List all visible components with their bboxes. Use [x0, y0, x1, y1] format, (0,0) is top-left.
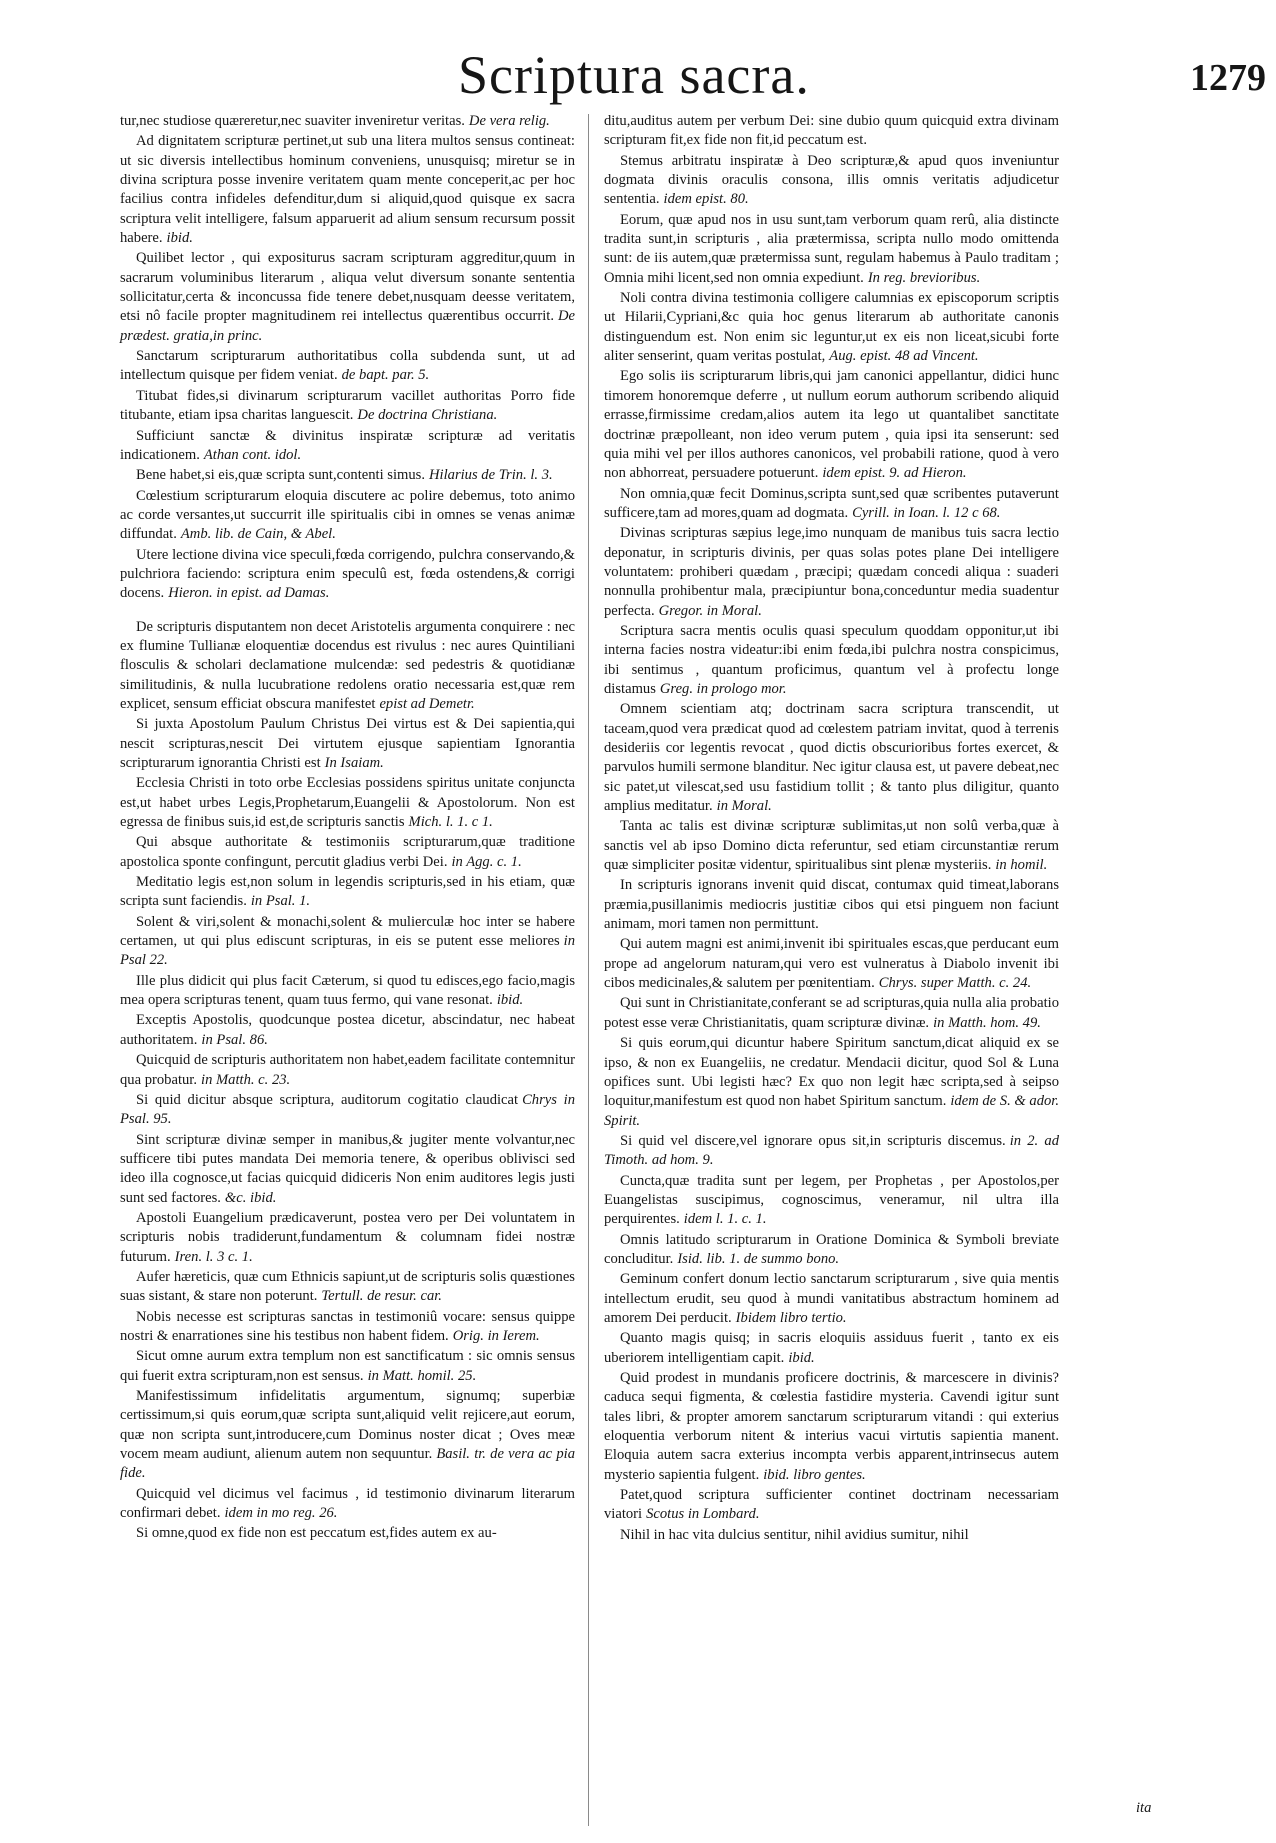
- quotation-text: Si quid vel discere,vel ignorare opus sit,in scripturis discemus.: [620, 1132, 1006, 1149]
- quotation-text: Omnis latitudo scripturarum in Oratione Dominica & Symboli breviate concluditur.: [604, 1231, 1059, 1267]
- source-citation: in Agg. c. 1.: [451, 853, 522, 870]
- quotation-text: Si omne,quod ex fide non est peccatum est,fides autem ex au-: [136, 1525, 497, 1542]
- column-divider: [588, 114, 589, 1826]
- quotation-text: De scripturis disputantem non decet Aristotelis argumenta conquirere : nec ex flumine Tullianæ eloquentiæ docendus est rivulus : nec aures Quintiliani flosculis & scholari declamatione mulcendæ: sed pedestris & quotidianæ similitudinis, & nulla lucubratione redolens oratio necessaria est,quæ rem explicet, sensum efficiat obscura manifestet: [120, 618, 575, 712]
- source-citation: Ibidem libro tertio.: [735, 1309, 847, 1326]
- quotation-paragraph: [120, 112, 575, 131]
- quotation-text: Tanta ac talis est divinæ scripturæ sublimitas,ut non solû verba,quæ à sanctis vel ab ipso Domino dicta referuntur, sed etiam circunstantiæ rerum quæ simpliciter positæ videntur, spiritualibus sint plenæ mysteriis.: [604, 818, 1059, 874]
- quotation-paragraph: [120, 487, 575, 545]
- quotation-text: Qui sunt in Christianitate,conferant se ad scripturas,quia nulla alia probatio potest esse veræ Christianitatis, quam scripturæ divinæ.: [604, 995, 1059, 1031]
- quotation-text: Nobis necesse est scripturas sanctas in testimoniû vocare: sensus quippe nostri & enarrationes sine his testibus non habent fidem.: [120, 1308, 575, 1344]
- quotation-paragraph: [120, 715, 575, 773]
- quotation-text: Si quis eorum,qui dicuntur habere Spiritum sanctum,dicat aliquid ex se ipso, & non ex Euangeliis, ne credatur. Mendacii dicitur, quod Sol & Luna opifices sunt. Ubi legisti hæc? Ex quo non legit hæc scripta,sed à seipso loquitur,manifestum est quod non habet Spiritum sanctum.: [604, 1035, 1059, 1110]
- quotation-text: In scripturis ignorans invenit quid discat, contumax quid timeat,laborans præmia,pusillanimis mediocris justitiæ cibos qui etsi pinguem non faciunt animam, mori tamen non permittunt.: [604, 877, 1059, 933]
- page-number: 1279: [1190, 57, 1266, 99]
- quotation-paragraph: [120, 1347, 575, 1386]
- source-citation: Greg. in prologo mor.: [659, 680, 787, 697]
- quotation-paragraph: [120, 249, 575, 346]
- quotation-paragraph: [120, 546, 575, 604]
- quotation-text: Qui absque authoritate & testimoniis scripturarum,quæ traditione apostolica sponte confingunt, percutit gladius verbi Dei.: [120, 834, 575, 870]
- quotation-paragraph: [604, 1231, 1059, 1270]
- right-column: [604, 112, 1059, 1546]
- quotation-paragraph: [604, 1329, 1059, 1368]
- source-citation: Cyrill. in Ioan. l. 12 c 68.: [852, 504, 1001, 521]
- quotation-paragraph: [604, 876, 1059, 934]
- quotation-text: Non omnia,quæ fecit Dominus,scripta sunt,sed quæ scribentes putaverunt sufficere,tam ad mores,quam ad dogmata.: [604, 485, 1059, 521]
- source-citation: Scotus in Lombard.: [646, 1506, 760, 1523]
- left-column: [120, 112, 575, 1545]
- source-citation: Amb. lib. de Cain, & Abel.: [180, 526, 336, 543]
- quotation-paragraph: [604, 289, 1059, 366]
- quotation-text: Sicut omne aurum extra templum non est sanctificatum : sic omnis sensus qui fuerit extra scripturam,non est sensus.: [120, 1348, 575, 1384]
- quotation-text: Ad dignitatem scripturæ pertinet,ut sub una litera multos sensus contineat: ut sic diversis intellectibus hominum conveniens, unusquisq; miretur se in divina scriptura posse invenire veritatem quam mente conceperit,ac per hoc facilius contra infideles defenditur,dum si aliquid,quod quisque ex sacra scriptura velit intelligere, falsum apparuerit ad alium sensum recursum possit habere.: [120, 133, 575, 247]
- quotation-text: Sint scripturæ divinæ semper in manibus,& jugiter mente volvantur,nec sufficere tibi putes mandata Dei memoria tenere, & operibus oblivisci sed ideo illa cognosce,ut facias quicquid didiceris Non enim auditores legis justi sunt sed factores.: [120, 1131, 575, 1206]
- quotation-paragraph: [604, 817, 1059, 875]
- source-citation: Chrys. super Matth. c. 24.: [878, 975, 1032, 992]
- quotation-paragraph: [120, 1209, 575, 1267]
- quotation-paragraph: [120, 1485, 575, 1524]
- quotation-paragraph: [604, 211, 1059, 288]
- quotation-paragraph: [120, 427, 575, 466]
- quotation-paragraph: [120, 347, 575, 386]
- quotation-text: Quilibet lector , qui expositurus sacram scripturam aggreditur,quum in sacrarum voluminibus literarum , aliqua velut diversum sonante sententia sollicitatur,certa & inconcussa fide tenere debet,nusquam deesse veritatem, etsi nô facile propter magnitudinem rei intellectus quærentibus occurrit.: [120, 250, 575, 325]
- quotation-text: Cœlestium scripturarum eloquia discutere ac polire debemus, toto animo ac corde versantes,ut succurrit ille spiritualis cibi in omnes se venas animæ diffundat.: [120, 487, 575, 543]
- quotation-text: Qui autem magni est animi,invenit ibi spirituales escas,que perducant eum prope ad angelorum naturam,qui vero est vulneratus à Diabolo invenit ibi cibos medicinales,& salutem per pœnitentiam.: [604, 936, 1059, 992]
- source-citation: ibid.: [166, 230, 193, 247]
- quotation-paragraph: [604, 367, 1059, 483]
- quotation-text: Meditatio legis est,non solum in legendis scripturis,sed in his etiam, quæ scripta sunt faciendis.: [120, 874, 575, 910]
- source-citation: in Matth. hom. 49.: [933, 1014, 1041, 1031]
- quotation-text: Geminum confert donum lectio sanctarum scripturarum , sive quia mentis intellectum erudit, seu quod à mundi vanitatibus abstractum hominem ad amorem Dei perducit.: [604, 1271, 1059, 1326]
- quotation-paragraph: [120, 833, 575, 872]
- quotation-text: Scriptura sacra mentis oculis quasi speculum quoddam opponitur,ut ibi interna facies nostra videatur:ibi enim fœda,ibi pulchra nostra conspicimus, ibi sentimus , quantum proficimus, quantum vel à profectu longe distamus: [604, 622, 1059, 697]
- source-citation: idem de S. & ador. Spirit.: [604, 1093, 1060, 1129]
- source-citation: in Matth. c. 23.: [201, 1071, 291, 1088]
- source-citation: Aug. epist. 48 ad Vincent.: [829, 348, 979, 365]
- quotation-paragraph: [604, 1369, 1059, 1485]
- source-citation: Tertull. de resur. car.: [321, 1288, 442, 1305]
- quotation-paragraph: [604, 152, 1059, 210]
- quotation-paragraph: [604, 935, 1059, 993]
- quotation-text: Omnem scientiam atq; doctrinam sacra scriptura transcendit, ut taceam,quod vera prædicat quod ad cœlestem patriam invitat, quod à terrenis desideriis cor legentis revocat , quod dictis obscurioribus fortes exercet, & parvulos humili sermone blanditur. Nec igitur clausa est, ut pavere debeat,nec sic patet,ut vilescat,sed usu fastidium tollit ; & tanto plus diligitur, quanto amplius meditatur.: [604, 701, 1059, 815]
- quotation-paragraph: [120, 466, 575, 485]
- quotation-text: Patet,quod scriptura sufficienter continet doctrinam necessariam viatori: [604, 1487, 1059, 1523]
- source-citation: idem epist. 80.: [663, 191, 749, 208]
- source-citation: De vera relig.: [468, 113, 550, 129]
- quotation-paragraph: [120, 774, 575, 832]
- quotation-paragraph: [604, 485, 1059, 524]
- source-citation: Hieron. in epist. ad Damas.: [168, 585, 330, 602]
- quotation-text: Si quid dicitur absque scriptura, auditorum cogitatio claudicat: [136, 1091, 519, 1108]
- source-citation: Athan cont. idol.: [203, 446, 302, 463]
- quotation-paragraph: [120, 972, 575, 1011]
- quotation-paragraph: [604, 1270, 1059, 1328]
- quotation-text: Utere lectione divina vice speculi,fœda corrigendo, pulchra conservando,& pulchriora faciendo: scriptura enim speculû est, fœda ostendens,& corrigi docens.: [120, 546, 575, 602]
- source-citation: Iren. l. 3 c. 1.: [174, 1248, 253, 1265]
- source-citation: in Psal. 1.: [250, 893, 311, 910]
- quotation-paragraph: [604, 1034, 1059, 1131]
- quotation-paragraph: [120, 1308, 575, 1347]
- source-citation: in Matt. homil. 25.: [367, 1367, 477, 1384]
- source-citation: Isid. lib. 1. de summo bono.: [677, 1250, 840, 1267]
- quotation-paragraph: [120, 873, 575, 912]
- quotation-paragraph: [604, 112, 1059, 151]
- quotation-paragraph: [120, 1524, 575, 1543]
- source-citation: &c. ibid.: [224, 1189, 277, 1206]
- quotation-text: Manifestissimum infidelitatis argumentum, signumq; superbiæ certissimum,si quis eorum,quæ scripta sunt,aliquid velit rejicere,aut eorum, quæ non scripta sunt,introducere,cum Dominus noster dicat ; Oves meæ vocem meam audiunt, alienum autem non sequuntur.: [120, 1388, 575, 1463]
- source-citation: in Moral.: [716, 798, 772, 815]
- source-citation: De prædest. gratia,in princ.: [120, 308, 575, 344]
- quotation-text: tur,nec studiose quæreretur,nec suaviter inveniretur veritas.: [120, 113, 465, 129]
- source-citation: in Psal. 86.: [201, 1031, 268, 1048]
- source-citation: idem epist. 9. ad Hieron.: [822, 465, 967, 482]
- source-citation: in Psal 22.: [120, 933, 575, 969]
- source-citation: Basil. tr. de vera ac pia fide.: [120, 1446, 575, 1482]
- quotation-text: Sufficiunt sanctæ & divinitus inspiratæ scripturæ ad veritatis indicationem.: [120, 427, 575, 463]
- quotation-paragraph: [120, 387, 575, 426]
- source-citation: ibid. libro gentes.: [763, 1466, 866, 1483]
- source-citation: Chrys in Psal. 95.: [120, 1091, 575, 1128]
- source-citation: Gregor. in Moral.: [658, 602, 762, 619]
- quotation-paragraph: [120, 618, 575, 715]
- quotation-paragraph: [604, 524, 1059, 621]
- quotation-paragraph: [120, 1091, 575, 1130]
- quotation-paragraph: [120, 1268, 575, 1307]
- quotation-text: Quanto magis quisq; in sacris eloquiis assiduus fuerit , tanto ex eis uberiorem intelligentiam capit.: [604, 1330, 1059, 1366]
- quotation-paragraph: [604, 1132, 1059, 1171]
- quotation-paragraph: [604, 1486, 1059, 1525]
- quotation-text: Apostoli Euangelium prædicaverunt, postea vero per Dei voluntatem in scripturis nobis tradiderunt,fundamentum & columnam fidei nostræ futurum.: [120, 1209, 575, 1265]
- quotation-text: Titubat fides,si divinarum scripturarum vacillet authoritas Porro fide titubante, etiam ipsa charitas languescit.: [120, 387, 575, 424]
- quotation-paragraph: [120, 1051, 575, 1090]
- quotation-text: Eorum, quæ apud nos in usu sunt,tam verborum quam rerû, alia distincte tradita sunt,in scripturis , alia prætermissa, scripta nullo modo omittenda sunt: de iis autem,quæ prætermissa sunt, regulam habemus à Paulo traditam ; Omnia mihi licent,sed non omnia expediunt.: [604, 211, 1059, 286]
- quotation-text: Exceptis Apostolis, quodcunque postea dicetur, abscindatur, nec habeat authoritatem.: [120, 1012, 575, 1048]
- quotation-paragraph: [120, 132, 575, 248]
- source-citation: Mich. l. 1. c 1.: [408, 814, 493, 831]
- source-citation: de bapt. par. 5.: [341, 367, 430, 384]
- source-citation: Orig. in Ierem.: [452, 1327, 540, 1344]
- quotation-text: Quid prodest in mundanis proficere doctrinis, & marcescere in divinis? caduca sequi figmenta, & cœlestia fastidire mysteria. Cavendi igitur sunt tales libri, & propter amorem sanctarum scripturarum vitandi : qui exterius eloquentia verborum nitent & interius vacui virtutis sapientia manent. Eloquia autem sacra exterius incompta verbis apparent,intrinsecus autem mysterio sapientia fulgent.: [604, 1370, 1059, 1483]
- quotation-paragraph: [120, 1011, 575, 1050]
- source-citation: In reg. brevioribus.: [867, 269, 981, 286]
- quotation-text: Ecclesia Christi in toto orbe Ecclesias possidens spiritus unitate conjuncta est,ut habet urbes Legis,Prophetarum,Euangelii & Apostolorum. Non est egressa de finibus suis,id est,de scripturis sanctis: [120, 775, 575, 831]
- source-citation: idem l. 1. c. 1.: [683, 1211, 767, 1228]
- source-citation: in homil.: [995, 857, 1048, 874]
- quotation-text: Divinas scripturas sæpius lege,imo nunquam de manibus tuis sacra lectio deponatur, in scripturis divinis, per quas solas potes plane Dei intelligere voluntatem: prohiberi quædam , præcipi; quædam concedi aliqua : suaderi nonnulla prohibentur mala, præcipiuntur bona,conceduntur media suadentur perfecta.: [604, 525, 1059, 619]
- source-citation: De doctrina Christiana.: [357, 407, 498, 424]
- quotation-text: Aufer hæreticis, quæ cum Ethnicis sapiunt,ut de scripturis solis quæstiones suas sistant, & stare non poterunt.: [120, 1268, 575, 1305]
- quotation-paragraph: [120, 1131, 575, 1208]
- source-citation: epist ad Demetr.: [379, 695, 475, 712]
- quotation-text: Quicquid vel dicimus vel facimus , id testimonio divinarum literarum confirmari debet.: [120, 1485, 575, 1522]
- source-citation: In Isaiam.: [324, 755, 384, 771]
- quotation-text: ditu,auditus autem per verbum Dei: sine dubio quum quicquid extra divinam scripturam fit,ex fide non fit,id peccatum est.: [604, 113, 1059, 149]
- quotation-text: Nihil in hac vita dulcius sentitur, nihil avidius sumitur, nihil: [620, 1526, 969, 1543]
- source-citation: Hilarius de Trin. l. 3.: [429, 467, 553, 484]
- quotation-paragraph: [604, 994, 1059, 1033]
- running-head: [0, 40, 1276, 110]
- quotation-text: Cuncta,quæ tradita sunt per legem, per Prophetas , per Apostolos,per Euangelistas suscipimus, cognoscimus, veneramur, nil ultra illa perquirentes.: [604, 1172, 1059, 1228]
- quotation-text: Ille plus didicit qui plus facit Cæterum, si quod tu edisces,ego facio,magis mea opera scripturas tenent, quam tuus fermo, qui vane resonat.: [120, 972, 575, 1009]
- quotation-text: Solent & viri,solent & monachi,solent & mulierculæ hoc inter se habere certamen, ut qui plus ediscunt scripturas, in eis se putent esse meliores: [120, 913, 575, 950]
- quotation-text: Bene habet,si eis,quæ scripta sunt,contenti simus.: [136, 467, 425, 484]
- quotation-text: Stemus arbitratu inspiratæ à Deo scripturæ,& apud quos inveniuntur dogmata divinis oraculis consona, illis omnis veritatis adjudicetur sententia.: [604, 152, 1059, 208]
- source-citation: ibid.: [496, 992, 524, 1009]
- quotation-text: Noli contra divina testimonia colligere calumnias ex episcoporum scriptis ut Hilarii,Cypriani,&c quia hoc genus literarum ab authoritate canonis distinguendum est. Non enim sic leguntur,ut ex eis non liceat,sicubi forte aliter senserint, quam veritas postulat,: [604, 290, 1059, 365]
- source-citation: in 2. ad Timoth. ad hom. 9.: [604, 1132, 1059, 1169]
- quotation-text: Quicquid de scripturis authoritatem non habet,eadem facilitate contemnitur qua probatur.: [120, 1052, 575, 1088]
- quotation-text: Sanctarum scripturarum authoritatibus colla subdenda sunt, ut ad intellectum quisque per fidem veniat.: [120, 348, 575, 384]
- page-title: Scriptura sacra.: [458, 45, 810, 105]
- quotation-paragraph: [604, 1526, 1059, 1545]
- quotation-text: Si juxta Apostolum Paulum Christus Dei virtus est & Dei sapientia,qui nescit scripturas,nescit Dei virtutem ejusque sapientiam Ignorantia scripturarum ignorantia Christi est: [120, 716, 575, 771]
- catchword: ita: [1136, 1800, 1152, 1816]
- quotation-paragraph: [120, 913, 575, 971]
- quotation-paragraph: [604, 700, 1059, 816]
- quotation-paragraph: [604, 1172, 1059, 1230]
- quotation-paragraph: [120, 1387, 575, 1484]
- source-citation: ibid.: [788, 1349, 815, 1366]
- source-citation: idem in mo reg. 26.: [224, 1505, 338, 1522]
- quotation-text: Ego solis iis scripturarum libris,qui jam canonici appellantur, didici hunc timorem honoremque deferre , ut nullum eorum authorum scribendo aliquid errasse,firmissime credam,alios autem ita lego ut quantalibet sanctitate doctrinæ præpolleant, non ideo verum putem , quia ipsi ita senserunt: sed quia mihi vel per illos authores canonicos, vel probabili ratione, quod à vero non abhorreat, persuadere potuerunt.: [604, 368, 1059, 482]
- quotation-paragraph: [604, 622, 1059, 699]
